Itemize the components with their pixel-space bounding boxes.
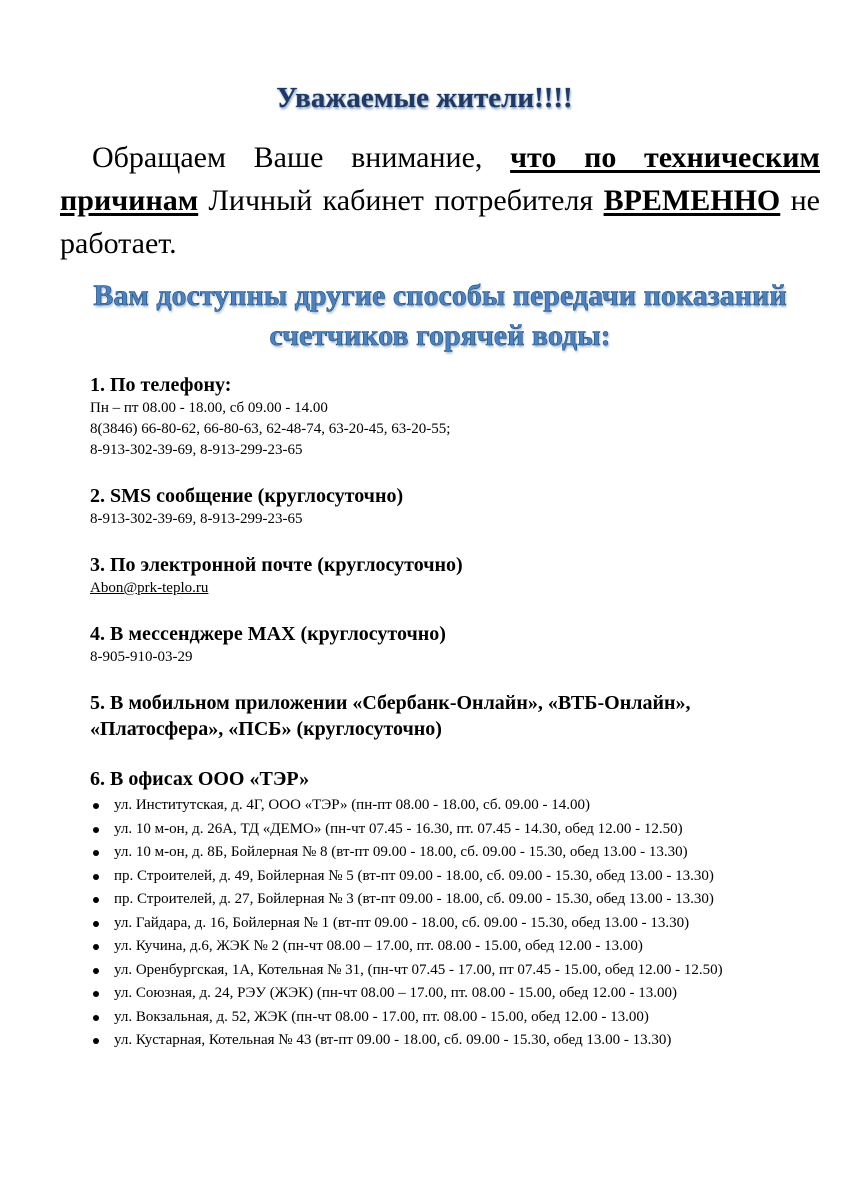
office-item: ул. Институтская, д. 4Г, ООО «ТЭР» (пн-пт 08.00 - 18.00, сб. 09.00 - 14.00)	[90, 794, 830, 818]
section-phone	[90, 372, 830, 461]
intro-emphasis: что по техническим причинам	[60, 141, 820, 217]
office-item: ул. Кучина, д.6, ЖЭК № 2 (пн-чт 08.00 – 17.00, пт. 08.00 - 15.00, обед 12.00 - 13.00)	[90, 935, 830, 959]
section-text: Пн – пт 08.00 - 18.00, сб 09.00 - 14.00	[90, 400, 328, 416]
section-text: 8-913-302-39-69, 8-913-299-23-65	[90, 511, 303, 527]
office-item: ул. Кустарная, Котельная № 43 (вт-пт 09.00 - 18.00, сб. 09.00 - 15.30, обед 13.00 - 13.30)	[90, 1029, 830, 1053]
section-heading: «Платосфера», «ПСБ» (круглосуточно)	[90, 718, 442, 740]
subtitle-line: Вам доступны другие способы передачи показаний	[93, 279, 787, 312]
section-messenger	[90, 621, 830, 668]
section-heading: 6. В офисах ООО «ТЭР»	[90, 768, 310, 790]
subtitle	[40, 276, 840, 356]
intro-text: Личный кабинет потребителя	[198, 184, 604, 217]
section-heading: 5. В мобильном приложении «Сбербанк-Онлайн», «ВТБ-Онлайн»,	[90, 692, 691, 714]
office-item: ул. Вокзальная, д. 52, ЖЭК (пн-чт 08.00 - 17.00, пт. 08.00 - 15.00, обед 12.00 - 13.00)	[90, 1006, 830, 1030]
page-title: Уважаемые жители!!!!	[276, 82, 573, 114]
office-item: ул. 10 м-он, д. 26А, ТД «ДЕМО» (пн-чт 07.45 - 16.30, пт. 07.45 - 14.30, обед 12.00 - 12.50)	[90, 818, 830, 842]
section-text: 8(3846) 66-80-62, 66-80-63, 62-48-74, 63-20-45, 63-20-55;	[90, 421, 451, 437]
section-offices	[90, 766, 830, 1053]
office-item: ул. Союзная, д. 24, РЭУ (ЖЭК) (пн-чт 08.00 – 17.00, пт. 08.00 - 15.00, обед 12.00 - 13.00)	[90, 982, 830, 1006]
section-sms	[90, 483, 830, 530]
section-text: 8-913-302-39-69, 8-913-299-23-65	[90, 442, 303, 458]
office-list	[90, 794, 830, 1053]
office-item: ул. Гайдара, д. 16, Бойлерная № 1 (вт-пт 09.00 - 18.00, сб. 09.00 - 15.30, обед 13.00 - 13.30)	[90, 912, 830, 936]
office-item: ул. 10 м-он, д. 8Б, Бойлерная № 8 (вт-пт 09.00 - 18.00, сб. 09.00 - 15.30, обед 13.00 - 13.30)	[90, 841, 830, 865]
section-heading: 4. В мессенджере MAX (круглосуточно)	[90, 623, 446, 645]
section-text: 8-905-910-03-29	[90, 649, 193, 665]
intro-paragraph	[60, 136, 820, 265]
subtitle-line: счетчиков горячей воды:	[269, 319, 611, 352]
intro-text: не работает.	[60, 184, 820, 260]
methods-list	[90, 372, 830, 1075]
section-email	[90, 552, 830, 599]
section-mobile-app	[90, 690, 830, 742]
section-heading: 2. SMS сообщение (круглосуточно)	[90, 485, 404, 507]
section-heading: 1. По телефону:	[90, 374, 232, 396]
email-link[interactable]: Abon@prk-teplo.ru	[90, 580, 209, 596]
section-heading: 3. По электронной почте (круглосуточно)	[90, 554, 463, 576]
office-item: пр. Строителей, д. 27, Бойлерная № 3 (вт-пт 09.00 - 18.00, сб. 09.00 - 15.30, обед 13.00 - 13.30)	[90, 888, 830, 912]
intro-emphasis-temporarily: ВРЕМЕННО	[603, 184, 781, 217]
office-item: ул. Оренбургская, 1А, Котельная № 31, (пн-чт 07.45 - 17.00, пт 07.45 - 15.00, обед 12.00 - 12.50)	[90, 959, 830, 983]
office-item: пр. Строителей, д. 49, Бойлерная № 5 (вт-пт 09.00 - 18.00, сб. 09.00 - 15.30, обед 13.00 - 13.30)	[90, 865, 830, 889]
intro-text: Обращаем Ваше внимание,	[92, 141, 511, 174]
